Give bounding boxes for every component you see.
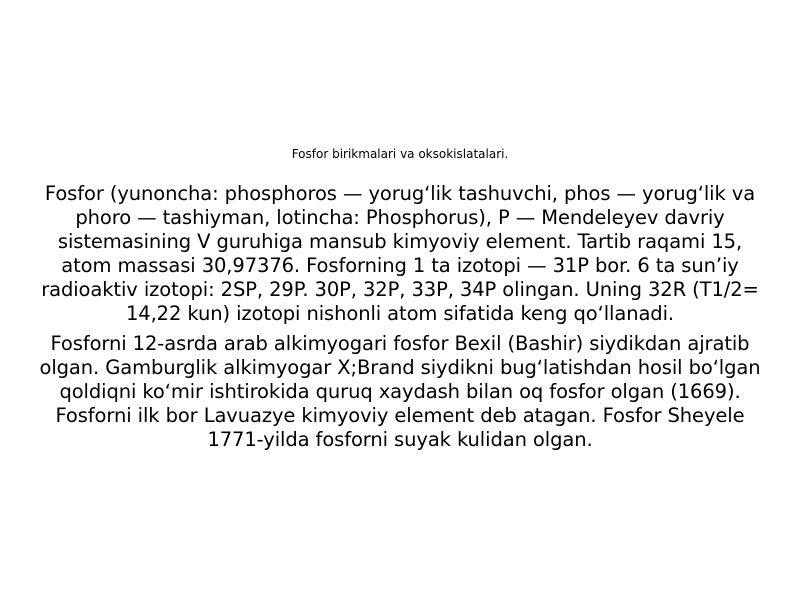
paragraph-history: Fosforni 12-asrda arab alkimyogari fosfor Bexil (Bashir) siydikdan ajratib olgan. Gamburglik alkimyogar X;Brand siydikni bugʻlatishdan hosil boʻlgan qoldiqni koʻmir ishtirokida quruq xaydash bilan oq fosfor olgan (1669). Fosforni ilk bor Lavuazye kimyoviy element deb atagan. Fosfor Sheyele 1771-yilda fosforni suyak kulidan olgan.	[39, 332, 761, 451]
paragraph-definition: Fosfor (yunoncha: phosphoros — yorugʻlik tashuvchi, phos — yorugʻlik va phoro — tashiyman, lotincha: Phosphorus), P — Mendeleyev davriy sistemasining V guruhiga mansub kimyoviy element. Tartib raqami 15, atom massasi 30,97376. Fosforning 1 ta izotopi — 31P bor. 6 ta sun’iy radioaktiv izotopi: 2SP, 29P. 30P, 32P, 33P, 34P olingan. Uning 32R (T1/2= 14,22 kun) izotopi nishonli atom sifatida keng qoʻllanadi.	[41, 182, 759, 325]
slide-title: Fosfor birikmalari va oksokislatalari.	[291, 147, 509, 161]
slide-body	[30, 182, 770, 458]
